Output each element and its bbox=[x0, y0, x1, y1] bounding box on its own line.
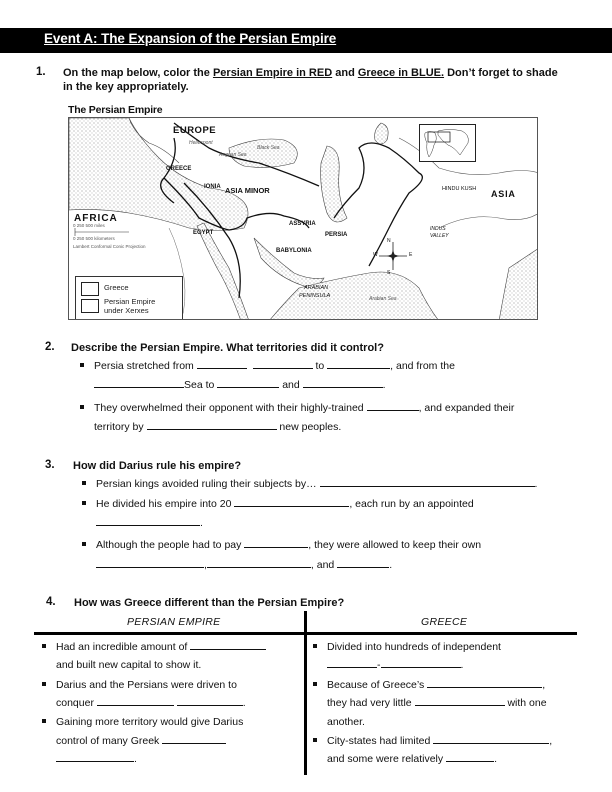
q2-bullet-2-line1: They overwhelmed their opponent with their highly-trained , and expanded their bbox=[80, 399, 514, 418]
page-title: Event A: The Expansion of the Persian Empire bbox=[44, 31, 337, 46]
persian-bullet-3-line3: . bbox=[56, 750, 137, 769]
world-inset-map bbox=[419, 124, 476, 162]
bullet-icon bbox=[313, 738, 317, 742]
q2-bullet-1-line2: Sea to and . bbox=[94, 376, 386, 395]
persian-bullet-1-line2: and built new capital to show it. bbox=[56, 659, 202, 671]
blank-field[interactable] bbox=[217, 376, 279, 388]
map-key bbox=[75, 276, 183, 320]
persian-red-instruction: Persian Empire in RED bbox=[212, 67, 333, 79]
persian-empire-map[interactable] bbox=[68, 117, 538, 320]
map-label-hindu-kush: HINDU KUSH bbox=[442, 186, 477, 192]
map-label-assyria: ASSYRIA bbox=[289, 221, 316, 227]
bullet-icon bbox=[313, 644, 317, 648]
compass-w: W bbox=[373, 252, 378, 258]
bullet-icon bbox=[82, 542, 86, 546]
key-swatch-persian-empire[interactable] bbox=[81, 299, 99, 313]
blank-field[interactable] bbox=[94, 376, 184, 388]
map-label-indus-valley: INDUS VALLEY bbox=[430, 226, 449, 239]
persian-bullet-1-line1: Had an incredible amount of bbox=[42, 638, 266, 657]
blank-field[interactable] bbox=[253, 357, 313, 369]
q2-bullet-1-line1: Persia stretched from to , and from the bbox=[80, 357, 455, 376]
bullet-icon bbox=[42, 682, 46, 686]
blank-field[interactable] bbox=[207, 556, 311, 568]
map-label-aegean-sea: Aegean Sea bbox=[219, 152, 247, 158]
key-swatch-greece[interactable] bbox=[81, 282, 99, 296]
map-label-arabian: ARABIAN bbox=[304, 285, 329, 291]
blank-field[interactable] bbox=[446, 750, 494, 762]
column-header-persian-empire: PERSIAN EMPIRE bbox=[127, 616, 221, 628]
compass-e: E bbox=[409, 252, 413, 258]
question-3-text: How did Darius rule his empire? bbox=[73, 460, 242, 472]
bullet-icon bbox=[313, 682, 317, 686]
scale-miles: 0 250 500 miles bbox=[73, 223, 105, 228]
question-1-text bbox=[63, 66, 583, 94]
blank-field[interactable] bbox=[177, 694, 243, 706]
map-label-asia: ASIA bbox=[491, 189, 516, 199]
question-2-number: 2. bbox=[45, 341, 55, 353]
map-label-greece: GREECE bbox=[166, 166, 192, 172]
greece-bullet-2-line1: Because of Greece’s , bbox=[313, 676, 545, 695]
persian-bullet-3-line2: control of many Greek bbox=[56, 732, 226, 751]
blank-field[interactable] bbox=[327, 357, 390, 369]
bullet-icon bbox=[82, 501, 86, 505]
map-label-black-sea: Black Sea bbox=[257, 145, 280, 151]
blank-field[interactable] bbox=[96, 514, 200, 526]
question-4-text: How was Greece different than the Persian Empire? bbox=[74, 597, 345, 609]
question-1-number: 1. bbox=[36, 66, 46, 78]
map-label-ionia: IONIA bbox=[204, 184, 221, 190]
map-label-babylonia: BABYLONIA bbox=[276, 248, 312, 254]
scale-km: 0 250 500 kilometers bbox=[73, 236, 115, 241]
q1-text-and: and bbox=[332, 67, 358, 79]
map-label-europe: EUROPE bbox=[173, 125, 217, 136]
bullet-icon bbox=[80, 363, 84, 367]
map-label-asia-minor: ASIA MINOR bbox=[225, 186, 270, 195]
bullet-icon bbox=[42, 644, 46, 648]
blank-field[interactable] bbox=[190, 638, 266, 650]
blank-field[interactable] bbox=[303, 376, 383, 388]
bullet-icon bbox=[82, 481, 86, 485]
key-label-greece: Greece bbox=[104, 283, 129, 292]
blank-field[interactable] bbox=[337, 556, 389, 568]
greece-bullet-3-line1: City-states had limited , bbox=[313, 732, 552, 751]
map-label-persia: PERSIA bbox=[325, 232, 348, 238]
persian-bullet-3-line1: Gaining more territory would give Darius bbox=[42, 713, 243, 732]
greece-bullet-1-line2: - . bbox=[327, 656, 463, 675]
blank-field[interactable] bbox=[327, 656, 377, 668]
persian-bullet-2-line1: Darius and the Persians were driven to bbox=[42, 676, 237, 695]
q3-bullet-2-line2: . bbox=[96, 514, 203, 533]
q1-text-before: On the map below, color the bbox=[63, 67, 213, 79]
question-4-number: 4. bbox=[46, 596, 56, 608]
key-label-persian-line1: Persian Empire bbox=[104, 297, 156, 306]
blank-field[interactable] bbox=[427, 676, 542, 688]
blank-field[interactable] bbox=[147, 418, 277, 430]
column-header-greece: GREECE bbox=[421, 616, 468, 628]
blank-field[interactable] bbox=[56, 750, 134, 762]
map-label-peninsula: PENINSULA bbox=[299, 293, 331, 299]
question-3-number: 3. bbox=[45, 459, 55, 471]
greece-bullet-2-line2: they had very little with one bbox=[327, 694, 547, 713]
bullet-icon bbox=[42, 719, 46, 723]
blank-field[interactable] bbox=[97, 694, 174, 706]
blank-field[interactable] bbox=[162, 732, 226, 744]
greece-bullet-1-line1: Divided into hundreds of independent bbox=[313, 638, 501, 657]
map-label-egypt: EGYPT bbox=[193, 230, 214, 236]
greece-bullet-2-line3: another. bbox=[327, 716, 365, 728]
map-label-hellespont: Hellespont bbox=[189, 140, 213, 146]
blank-field[interactable] bbox=[197, 357, 247, 369]
map-projection: Lambert Conformal Conic Projection bbox=[73, 244, 146, 249]
q3-bullet-2-line1: He divided his empire into 20 , each run by an appointed bbox=[82, 495, 474, 514]
blank-field[interactable] bbox=[234, 495, 349, 507]
question-2-text: Describe the Persian Empire. What territories did it control? bbox=[71, 342, 384, 354]
compass-s: S bbox=[387, 270, 391, 276]
blank-field[interactable] bbox=[367, 399, 419, 411]
blank-field[interactable] bbox=[96, 556, 204, 568]
blank-field[interactable] bbox=[320, 475, 535, 487]
greece-bullet-3-line2: and some were relatively . bbox=[327, 750, 497, 769]
table-column-divider bbox=[304, 611, 307, 775]
greece-blue-instruction: Greece in BLUE. bbox=[357, 67, 445, 79]
q2-bullet-2-line2: territory by new peoples. bbox=[94, 418, 341, 437]
q3-bullet-3-line2: , , and . bbox=[96, 556, 392, 575]
blank-field[interactable] bbox=[433, 732, 549, 744]
map-label-africa: AFRICA bbox=[74, 213, 118, 224]
compass-rose-icon bbox=[379, 242, 407, 270]
persian-bullet-2-line2: conquer . bbox=[56, 694, 246, 713]
map-title: The Persian Empire bbox=[68, 104, 163, 116]
q1-line2: in the key appropriately. bbox=[63, 81, 189, 93]
q3-bullet-3-line1: Although the people had to pay , they were allowed to keep their own bbox=[82, 536, 481, 555]
q1-text-after: Don’t forget to shade bbox=[444, 67, 558, 79]
blank-field[interactable] bbox=[381, 656, 461, 668]
blank-field[interactable] bbox=[415, 694, 505, 706]
key-label-persian-line2: under Xerxes bbox=[104, 306, 149, 315]
q3-bullet-1: Persian kings avoided ruling their subjects by… . bbox=[82, 475, 537, 494]
bullet-icon bbox=[80, 405, 84, 409]
blank-field[interactable] bbox=[244, 536, 308, 548]
map-label-arabian-sea: Arabian Sea bbox=[369, 296, 397, 302]
compass-n: N bbox=[387, 238, 391, 244]
